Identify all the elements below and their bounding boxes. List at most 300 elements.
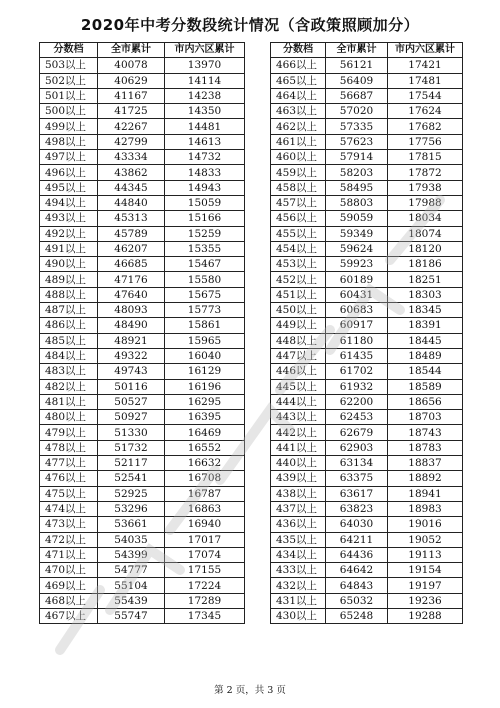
table-row [40, 379, 245, 394]
score-cell: 499以上 [40, 119, 98, 134]
city-total-cell: 41725 [98, 104, 165, 119]
score-cell: 444以上 [271, 394, 326, 409]
city-total-cell: 51330 [98, 425, 165, 440]
city-total-cell: 43862 [98, 165, 165, 180]
table-row [40, 226, 245, 241]
city-total-cell: 55104 [98, 578, 165, 593]
table-row [271, 226, 463, 241]
six-district-total-cell: 16552 [165, 440, 245, 455]
score-cell: 469以上 [40, 578, 98, 593]
score-cell: 496以上 [40, 165, 98, 180]
city-total-cell: 64030 [326, 517, 388, 532]
column-header-city-total: 全市累计 [326, 43, 388, 58]
score-cell: 461以上 [271, 134, 326, 149]
city-total-cell: 62903 [326, 440, 388, 455]
table-row [40, 547, 245, 562]
six-district-total-cell: 18186 [388, 257, 463, 272]
score-cell: 440以上 [271, 456, 326, 471]
six-district-total-cell: 15059 [165, 195, 245, 210]
score-cell: 449以上 [271, 318, 326, 333]
score-cell: 453以上 [271, 257, 326, 272]
six-district-total-cell: 17988 [388, 195, 463, 210]
score-cell: 470以上 [40, 563, 98, 578]
six-district-total-cell: 15773 [165, 303, 245, 318]
table-row [40, 593, 245, 608]
score-cell: 456以上 [271, 211, 326, 226]
score-cell: 448以上 [271, 333, 326, 348]
table-row [271, 150, 463, 165]
six-district-total-cell: 14732 [165, 150, 245, 165]
score-cell: 472以上 [40, 532, 98, 547]
city-total-cell: 52541 [98, 471, 165, 486]
city-total-cell: 50527 [98, 394, 165, 409]
city-total-cell: 50927 [98, 410, 165, 425]
six-district-total-cell: 19236 [388, 593, 463, 608]
six-district-total-cell: 18345 [388, 303, 463, 318]
table-header-row [271, 43, 463, 58]
six-district-total-cell: 14114 [165, 73, 245, 88]
column-header-six-district-total: 市内六区累计 [388, 43, 463, 58]
six-district-total-cell: 18034 [388, 211, 463, 226]
score-cell: 437以上 [271, 501, 326, 516]
table-row [40, 578, 245, 593]
city-total-cell: 56687 [326, 88, 388, 103]
table-row [40, 180, 245, 195]
score-cell: 486以上 [40, 318, 98, 333]
table-row [271, 241, 463, 256]
city-total-cell: 63823 [326, 501, 388, 516]
city-total-cell: 40629 [98, 73, 165, 88]
table-row [40, 333, 245, 348]
city-total-cell: 45789 [98, 226, 165, 241]
city-total-cell: 48093 [98, 303, 165, 318]
six-district-total-cell: 14943 [165, 180, 245, 195]
table-row [40, 150, 245, 165]
score-cell: 447以上 [271, 348, 326, 363]
city-total-cell: 55747 [98, 608, 165, 623]
six-district-total-cell: 18589 [388, 379, 463, 394]
score-cell: 466以上 [271, 58, 326, 73]
score-cell: 435以上 [271, 532, 326, 547]
six-district-total-cell: 17815 [388, 150, 463, 165]
city-total-cell: 56121 [326, 58, 388, 73]
score-cell: 487以上 [40, 303, 98, 318]
table-row [271, 272, 463, 287]
table-row [271, 88, 463, 103]
table-row [40, 501, 245, 516]
six-district-total-cell: 16295 [165, 394, 245, 409]
city-total-cell: 43334 [98, 150, 165, 165]
six-district-total-cell: 18074 [388, 226, 463, 241]
six-district-total-cell: 18303 [388, 287, 463, 302]
city-total-cell: 54399 [98, 547, 165, 562]
score-cell: 485以上 [40, 333, 98, 348]
six-district-total-cell: 17224 [165, 578, 245, 593]
column-header-score: 分数档 [40, 43, 98, 58]
score-table-right [270, 42, 463, 624]
table-row [271, 593, 463, 608]
six-district-total-cell: 17074 [165, 547, 245, 562]
six-district-total-cell: 14350 [165, 104, 245, 119]
city-total-cell: 60683 [326, 303, 388, 318]
city-total-cell: 46685 [98, 257, 165, 272]
table-row [40, 532, 245, 547]
six-district-total-cell: 18703 [388, 410, 463, 425]
six-district-total-cell: 18656 [388, 394, 463, 409]
table-row [40, 88, 245, 103]
score-cell: 457以上 [271, 195, 326, 210]
city-total-cell: 59624 [326, 241, 388, 256]
city-total-cell: 53296 [98, 501, 165, 516]
city-total-cell: 48921 [98, 333, 165, 348]
six-district-total-cell: 15467 [165, 257, 245, 272]
score-table-left-body [40, 58, 245, 624]
table-row [271, 134, 463, 149]
table-row [271, 456, 463, 471]
table-row [271, 58, 463, 73]
city-total-cell: 56409 [326, 73, 388, 88]
six-district-total-cell: 16040 [165, 348, 245, 363]
table-row [40, 272, 245, 287]
city-total-cell: 62679 [326, 425, 388, 440]
six-district-total-cell: 16196 [165, 379, 245, 394]
city-total-cell: 63375 [326, 471, 388, 486]
column-header-city-total: 全市累计 [98, 43, 165, 58]
six-district-total-cell: 15580 [165, 272, 245, 287]
score-cell: 446以上 [271, 364, 326, 379]
six-district-total-cell: 15861 [165, 318, 245, 333]
table-row [271, 517, 463, 532]
six-district-total-cell: 18743 [388, 425, 463, 440]
score-cell: 441以上 [271, 440, 326, 455]
city-total-cell: 40078 [98, 58, 165, 73]
score-cell: 471以上 [40, 547, 98, 562]
score-cell: 430以上 [271, 608, 326, 623]
score-cell: 481以上 [40, 394, 98, 409]
table-row [40, 104, 245, 119]
score-cell: 459以上 [271, 165, 326, 180]
city-total-cell: 62453 [326, 410, 388, 425]
table-row [40, 303, 245, 318]
score-cell: 483以上 [40, 364, 98, 379]
score-cell: 474以上 [40, 501, 98, 516]
score-cell: 439以上 [271, 471, 326, 486]
six-district-total-cell: 17624 [388, 104, 463, 119]
table-row [271, 333, 463, 348]
six-district-total-cell: 18489 [388, 348, 463, 363]
six-district-total-cell: 18941 [388, 486, 463, 501]
city-total-cell: 61180 [326, 333, 388, 348]
city-total-cell: 46207 [98, 241, 165, 256]
six-district-total-cell: 15965 [165, 333, 245, 348]
table-row [271, 348, 463, 363]
six-district-total-cell: 19288 [388, 608, 463, 623]
six-district-total-cell: 16863 [165, 501, 245, 516]
table-row [271, 486, 463, 501]
six-district-total-cell: 19154 [388, 563, 463, 578]
city-total-cell: 58203 [326, 165, 388, 180]
table-row [271, 379, 463, 394]
score-cell: 463以上 [271, 104, 326, 119]
city-total-cell: 61932 [326, 379, 388, 394]
score-cell: 497以上 [40, 150, 98, 165]
table-row [271, 563, 463, 578]
score-cell: 495以上 [40, 180, 98, 195]
score-cell: 442以上 [271, 425, 326, 440]
table-row [40, 195, 245, 210]
table-row [271, 364, 463, 379]
city-total-cell: 59059 [326, 211, 388, 226]
city-total-cell: 58803 [326, 195, 388, 210]
six-district-total-cell: 17345 [165, 608, 245, 623]
table-row [271, 119, 463, 134]
city-total-cell: 44840 [98, 195, 165, 210]
six-district-total-cell: 17421 [388, 58, 463, 73]
table-row [40, 119, 245, 134]
table-row [40, 486, 245, 501]
table-row [40, 364, 245, 379]
city-total-cell: 65248 [326, 608, 388, 623]
table-row [271, 287, 463, 302]
six-district-total-cell: 18783 [388, 440, 463, 455]
score-table-left [39, 42, 245, 624]
six-district-total-cell: 14833 [165, 165, 245, 180]
six-district-total-cell: 18391 [388, 318, 463, 333]
table-row [40, 287, 245, 302]
city-total-cell: 64436 [326, 547, 388, 562]
score-cell: 476以上 [40, 471, 98, 486]
score-cell: 488以上 [40, 287, 98, 302]
city-total-cell: 42799 [98, 134, 165, 149]
score-cell: 443以上 [271, 410, 326, 425]
score-cell: 473以上 [40, 517, 98, 532]
city-total-cell: 61702 [326, 364, 388, 379]
column-header-score: 分数档 [271, 43, 326, 58]
table-row [40, 425, 245, 440]
six-district-total-cell: 15259 [165, 226, 245, 241]
six-district-total-cell: 17544 [388, 88, 463, 103]
score-cell: 467以上 [40, 608, 98, 623]
six-district-total-cell: 14481 [165, 119, 245, 134]
city-total-cell: 53661 [98, 517, 165, 532]
score-cell: 436以上 [271, 517, 326, 532]
city-total-cell: 58495 [326, 180, 388, 195]
city-total-cell: 48490 [98, 318, 165, 333]
score-cell: 489以上 [40, 272, 98, 287]
city-total-cell: 60189 [326, 272, 388, 287]
score-cell: 468以上 [40, 593, 98, 608]
table-row [271, 165, 463, 180]
score-cell: 490以上 [40, 257, 98, 272]
score-cell: 450以上 [271, 303, 326, 318]
city-total-cell: 50116 [98, 379, 165, 394]
six-district-total-cell: 19113 [388, 547, 463, 562]
table-row [271, 501, 463, 516]
six-district-total-cell: 17756 [388, 134, 463, 149]
score-cell: 501以上 [40, 88, 98, 103]
six-district-total-cell: 16940 [165, 517, 245, 532]
city-total-cell: 63134 [326, 456, 388, 471]
table-row [40, 517, 245, 532]
score-cell: 498以上 [40, 134, 98, 149]
six-district-total-cell: 14613 [165, 134, 245, 149]
table-row [40, 73, 245, 88]
table-row [40, 58, 245, 73]
six-district-total-cell: 18544 [388, 364, 463, 379]
city-total-cell: 59923 [326, 257, 388, 272]
six-district-total-cell: 18120 [388, 241, 463, 256]
six-district-total-cell: 19052 [388, 532, 463, 547]
six-district-total-cell: 16129 [165, 364, 245, 379]
city-total-cell: 41167 [98, 88, 165, 103]
table-row [271, 410, 463, 425]
table-row [271, 608, 463, 623]
six-district-total-cell: 19016 [388, 517, 463, 532]
six-district-total-cell: 14238 [165, 88, 245, 103]
city-total-cell: 64642 [326, 563, 388, 578]
six-district-total-cell: 17872 [388, 165, 463, 180]
city-total-cell: 60917 [326, 318, 388, 333]
score-cell: 480以上 [40, 410, 98, 425]
score-cell: 455以上 [271, 226, 326, 241]
table-row [271, 425, 463, 440]
score-cell: 465以上 [271, 73, 326, 88]
score-cell: 454以上 [271, 241, 326, 256]
six-district-total-cell: 18445 [388, 333, 463, 348]
six-district-total-cell: 19197 [388, 578, 463, 593]
score-cell: 491以上 [40, 241, 98, 256]
city-total-cell: 57020 [326, 104, 388, 119]
city-total-cell: 55439 [98, 593, 165, 608]
six-district-total-cell: 17155 [165, 563, 245, 578]
table-header-row [40, 43, 245, 58]
table-row [40, 318, 245, 333]
six-district-total-cell: 17289 [165, 593, 245, 608]
score-cell: 494以上 [40, 195, 98, 210]
six-district-total-cell: 16632 [165, 456, 245, 471]
city-total-cell: 45313 [98, 211, 165, 226]
score-cell: 478以上 [40, 440, 98, 455]
table-row [271, 104, 463, 119]
city-total-cell: 52117 [98, 456, 165, 471]
score-cell: 460以上 [271, 150, 326, 165]
city-total-cell: 44345 [98, 180, 165, 195]
table-row [40, 608, 245, 623]
table-row [271, 578, 463, 593]
city-total-cell: 57623 [326, 134, 388, 149]
score-cell: 500以上 [40, 104, 98, 119]
score-cell: 479以上 [40, 425, 98, 440]
city-total-cell: 42267 [98, 119, 165, 134]
six-district-total-cell: 16395 [165, 410, 245, 425]
table-row [271, 257, 463, 272]
column-header-six-district-total: 市内六区累计 [165, 43, 245, 58]
city-total-cell: 47176 [98, 272, 165, 287]
city-total-cell: 65032 [326, 593, 388, 608]
six-district-total-cell: 18251 [388, 272, 463, 287]
table-row [40, 134, 245, 149]
city-total-cell: 60431 [326, 287, 388, 302]
city-total-cell: 64843 [326, 578, 388, 593]
six-district-total-cell: 18892 [388, 471, 463, 486]
city-total-cell: 52925 [98, 486, 165, 501]
score-cell: 458以上 [271, 180, 326, 195]
table-row [271, 195, 463, 210]
table-row [40, 563, 245, 578]
score-cell: 475以上 [40, 486, 98, 501]
six-district-total-cell: 15166 [165, 211, 245, 226]
table-row [40, 440, 245, 455]
score-cell: 482以上 [40, 379, 98, 394]
table-row [40, 241, 245, 256]
table-row [40, 165, 245, 180]
score-cell: 502以上 [40, 73, 98, 88]
city-total-cell: 49743 [98, 364, 165, 379]
table-row [271, 303, 463, 318]
table-row [271, 440, 463, 455]
six-district-total-cell: 16708 [165, 471, 245, 486]
city-total-cell: 57914 [326, 150, 388, 165]
six-district-total-cell: 17017 [165, 532, 245, 547]
table-row [271, 547, 463, 562]
six-district-total-cell: 18837 [388, 456, 463, 471]
table-row [40, 456, 245, 471]
city-total-cell: 64211 [326, 532, 388, 547]
score-cell: 438以上 [271, 486, 326, 501]
score-cell: 433以上 [271, 563, 326, 578]
city-total-cell: 54035 [98, 532, 165, 547]
city-total-cell: 47640 [98, 287, 165, 302]
table-row [271, 532, 463, 547]
score-cell: 493以上 [40, 211, 98, 226]
score-cell: 432以上 [271, 578, 326, 593]
city-total-cell: 57335 [326, 119, 388, 134]
six-district-total-cell: 15355 [165, 241, 245, 256]
city-total-cell: 49322 [98, 348, 165, 363]
table-row [271, 471, 463, 486]
six-district-total-cell: 16469 [165, 425, 245, 440]
score-cell: 503以上 [40, 58, 98, 73]
score-cell: 464以上 [271, 88, 326, 103]
page-title: 2020年中考分数段统计情况（含政策照顾加分） [80, 16, 420, 34]
page-footer: 第 2 页，共 3 页 [214, 685, 286, 696]
six-district-total-cell: 17682 [388, 119, 463, 134]
score-cell: 462以上 [271, 119, 326, 134]
score-cell: 431以上 [271, 593, 326, 608]
six-district-total-cell: 17481 [388, 73, 463, 88]
score-cell: 484以上 [40, 348, 98, 363]
table-row [40, 211, 245, 226]
score-cell: 451以上 [271, 287, 326, 302]
six-district-total-cell: 16787 [165, 486, 245, 501]
score-table-right-body [271, 58, 463, 624]
city-total-cell: 63617 [326, 486, 388, 501]
table-row [271, 211, 463, 226]
city-total-cell: 59349 [326, 226, 388, 241]
table-row [40, 348, 245, 363]
city-total-cell: 54777 [98, 563, 165, 578]
score-cell: 477以上 [40, 456, 98, 471]
table-row [40, 471, 245, 486]
table-row [40, 394, 245, 409]
table-row [271, 73, 463, 88]
city-total-cell: 62200 [326, 394, 388, 409]
score-cell: 445以上 [271, 379, 326, 394]
table-row [40, 410, 245, 425]
table-row [40, 257, 245, 272]
score-cell: 434以上 [271, 547, 326, 562]
table-row [271, 180, 463, 195]
